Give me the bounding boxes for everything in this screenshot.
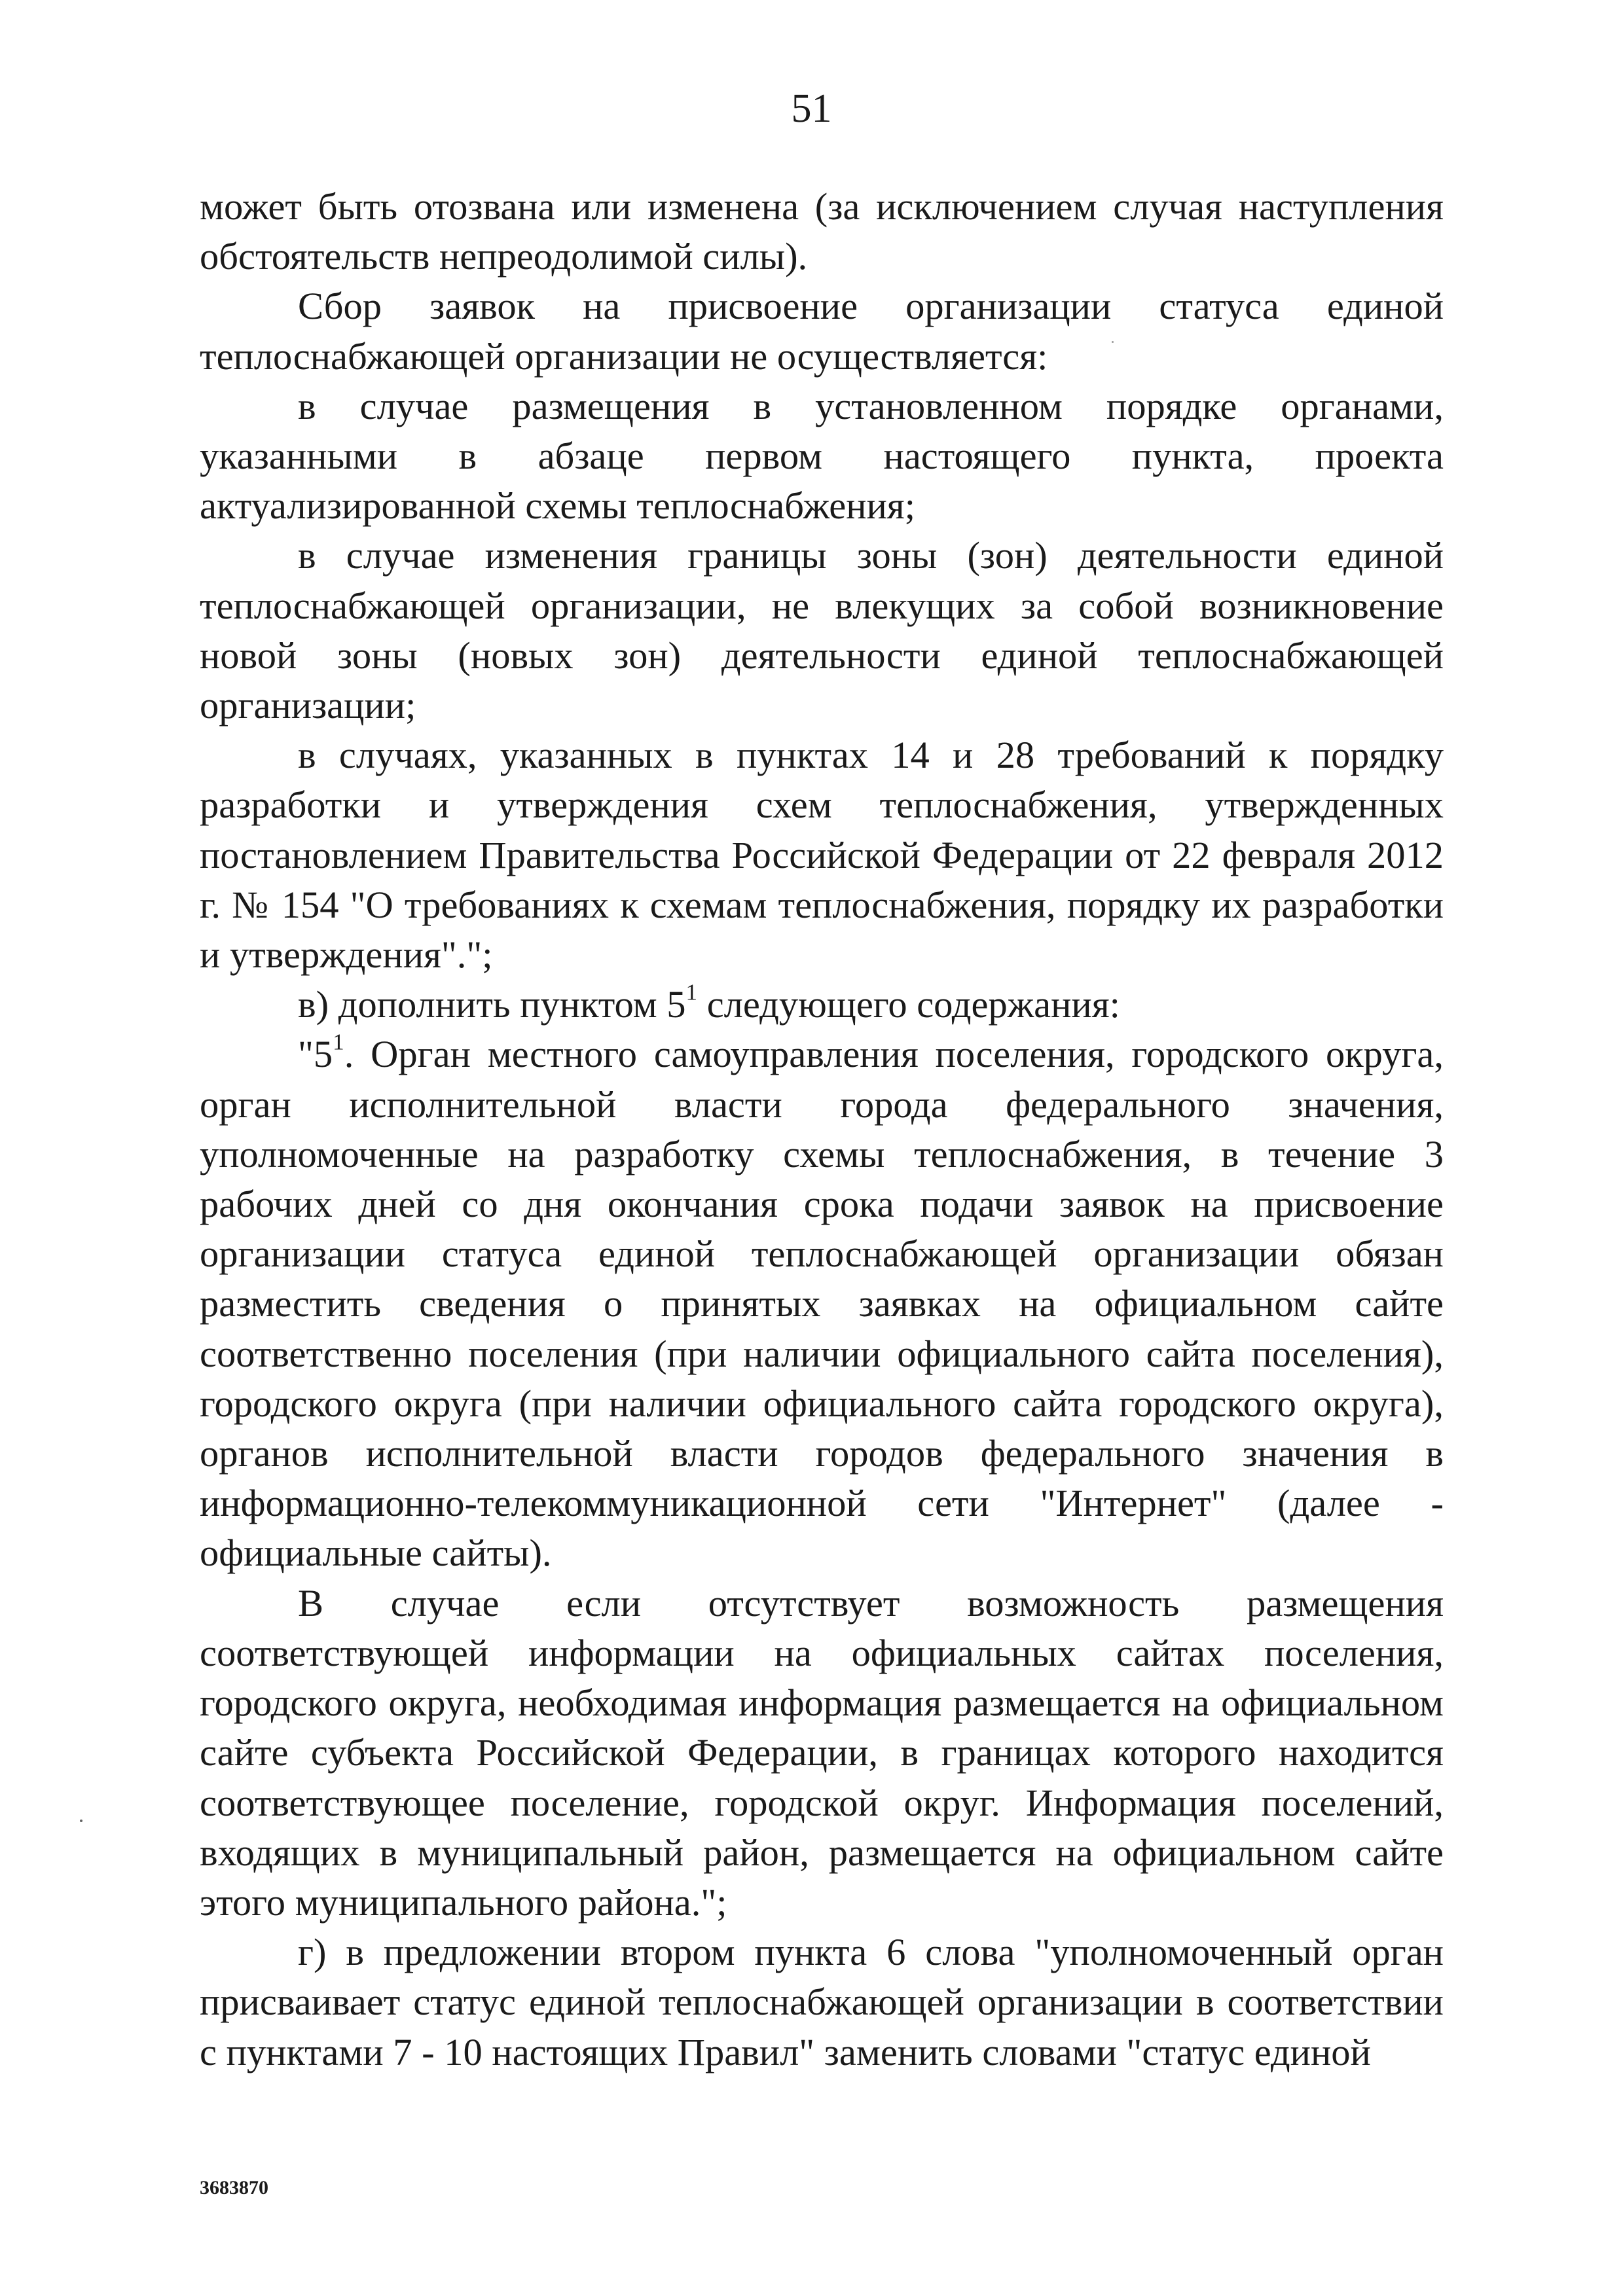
superscript: 1 [685,979,698,1005]
document-id: 3683870 [200,2177,268,2198]
paragraph: в случаях, указанных в пунктах 14 и 28 требований к порядку разработки и утверждения схем теплоснабжения, утвержденных постановлением Правительства Российской Федерации от 22 февраля 2012 г. № 154 "О требованиях к схемам теплоснабжения, порядку их разработки и утверждения"."; [200,734,1444,977]
paragraph-text: следующего содержания: [697,983,1120,1026]
scan-artifact [80,1820,82,1822]
page-number: 51 [791,86,832,131]
paragraph-text: в) дополнить пунктом 5 [298,983,686,1026]
paragraph-text: . Орган местного самоуправления поселения, городского округа, орган исполнительной власти города федерального значения, уполномоченные на разработку схемы теплоснабжения, в течение 3 рабочих дней со дня окончания срока подачи заявок на присвоение организации статуса единой теплоснабжающей организации обязан разместить сведения о принятых заявках на официальном сайте соответственно поселения (при наличии официального сайта поселения), городского округа (при наличии официального сайта городского округа), органов исполнительной власти городов федерального значения в информационно-телекоммуникационной сети "Интернет" (далее - официальные сайты). [200,1033,1444,1575]
paragraph-continuation: может быть отозвана или изменена (за исключением случая наступления обстоятельств непреодолимой силы). [200,185,1444,278]
paragraph: в случае изменения границы зоны (зон) деятельности единой теплоснабжающей организации, не влекущих за собой возникновение новой зоны (новых зон) деятельности единой теплоснабжающей организации; [200,534,1444,727]
paragraph: Сбор заявок на присвоение организации статуса единой теплоснабжающей организации не осуществляется: [200,285,1444,378]
superscript: 1 [333,1030,344,1056]
scan-artifact [1112,341,1114,343]
paragraph-text: "5 [298,1033,333,1076]
paragraph: в случае размещения в установленном порядке органами, указанными в абзаце первом настоящего пункта, проекта актуализированной схемы теплоснабжения; [200,384,1444,528]
paragraph-clause-5-1 [200,1030,1444,1578]
paragraph-amendment-v [200,980,1444,1030]
document-body [200,182,1444,2077]
paragraph-amendment-g: г) в предложении втором пункта 6 слова "уполномоченный орган присваивает статус единой теплоснабжающей организации в соответствии с пунктами 7 - 10 настоящих Правил" заменить словами "статус единой [200,1931,1444,2073]
paragraph: В случае если отсутствует возможность размещения соответствующей информации на официальных сайтах поселения, городского округа, необходимая информация размещается на официальном сайте субъекта Российской Федерации, в границах которого находится соответствующее поселение, городской округ. Информация поселений, входящих в муниципальный район, размещается на официальном сайте этого муниципального района."; [200,1581,1444,1924]
